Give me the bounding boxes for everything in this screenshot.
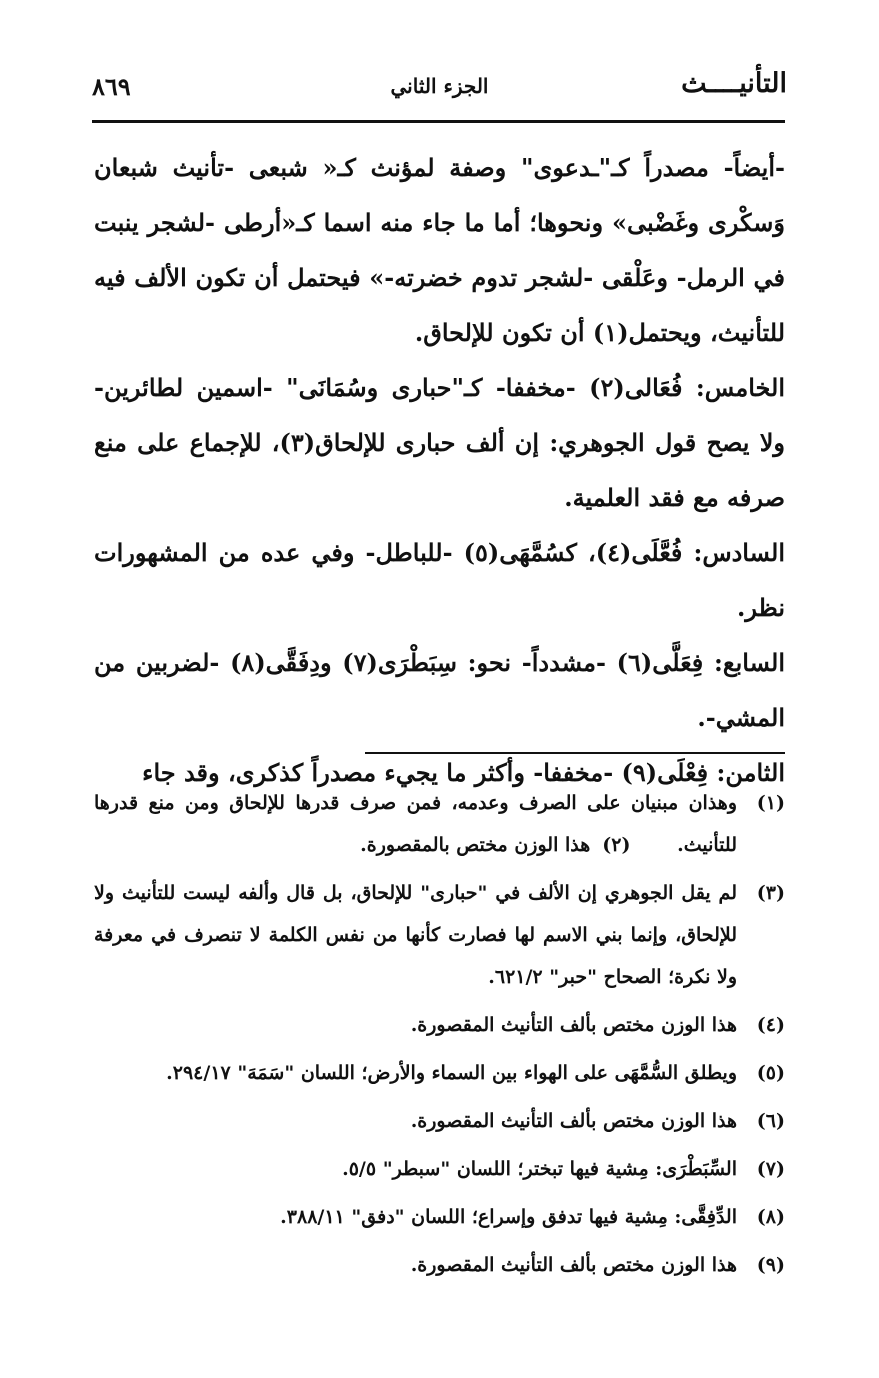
footnote-text: الدِّفِقَّى: مِشية فيها تدفق وإسراع؛ اللسان "دفق" ٣٨٨/١١. bbox=[280, 1206, 737, 1228]
footnote-text: هذا الوزن مختص بألف التأنيث المقصورة. bbox=[410, 1254, 737, 1276]
footnote-text: هذا الوزن مختص بألف التأنيث المقصورة. bbox=[410, 1110, 737, 1132]
footnote-number: (٩) bbox=[756, 1254, 785, 1276]
footnote-number: (٨) bbox=[756, 1206, 785, 1228]
footnote-text: السِّبَطْرَى: مِشية فيها تبختر؛ اللسان "سبطر" ٥/٥. bbox=[342, 1158, 737, 1180]
footnote-5 bbox=[94, 1052, 785, 1094]
footnote-text: لم يقل الجوهري إن الألف في "حبارى" للإلحاق، بل قال وألفه ليست للتأنيث ولا للإلحاق، وإنما بني الاسم لها فصارت كأنها من نفس الكلمة لا تنصرف في معرفة ولا نكرة؛ الصحاح "حبر" ٦٢١/٢. bbox=[94, 882, 737, 988]
footnote-number: (٥) bbox=[756, 1062, 785, 1084]
footnote-text: وهذان مبنيان على الصرف وعدمه، فمن صرف قدرها للإلحاق ومن منع قدرها للتأنيث. bbox=[94, 792, 737, 856]
footnotes bbox=[94, 782, 785, 1292]
volume-label: الجزء الثاني bbox=[390, 74, 489, 98]
footnote-number: (٢) bbox=[602, 834, 631, 856]
running-title: التأنيــــث bbox=[681, 68, 787, 99]
footnote-number: (٤) bbox=[756, 1014, 785, 1036]
footnote-8 bbox=[94, 1196, 785, 1238]
main-text bbox=[94, 140, 785, 800]
footnote-number: (٣) bbox=[756, 882, 785, 904]
footnote-6 bbox=[94, 1100, 785, 1142]
footnote-divider bbox=[365, 752, 785, 754]
paragraph-seventh: السابع: فِعَلَّى(٦) -مشدداً- نحو: سِبَطْرَى(٧) ودِفَقَّى(٨) -لضربين من المشي-. bbox=[94, 648, 785, 732]
paragraph-continuation: -أيضاً- مصدراً كـ"ـدعوى" وصفة لمؤنث كـ« شبعى -تأنيث شبعان وَسكْرى وغَضْبى» ونحوها؛ أما ما جاء منه اسما كـ«أرطى -لشجر ينبت في الرمل- وعَلْقى -لشجر تدوم خضرته-» فيحتمل أن تكون الألف فيه للتأنيث، ويحتمل(١) أن تكون للإلحاق. bbox=[94, 153, 785, 347]
page-header bbox=[92, 68, 787, 108]
footnote-text: ويطلق السُّمَّهَى على الهواء بين السماء والأرض؛ اللسان "سَمَهَ" ٢٩٤/١٧. bbox=[166, 1062, 737, 1084]
footnote-4 bbox=[94, 1004, 785, 1046]
footnote-text: هذا الوزن مختص بألف التأنيث المقصورة. bbox=[410, 1014, 737, 1036]
footnote-9 bbox=[94, 1244, 785, 1286]
footnote-number: (١) bbox=[756, 792, 785, 814]
header-divider bbox=[92, 120, 785, 123]
footnote-7 bbox=[94, 1148, 785, 1190]
page-number: ٨٦٩ bbox=[92, 72, 131, 101]
footnote-text: هذا الوزن مختص بالمقصورة. bbox=[360, 834, 591, 856]
footnote-3 bbox=[94, 872, 785, 998]
footnote-number: (٧) bbox=[756, 1158, 785, 1180]
paragraph-fifth: الخامس: فُعَالى(٢) -مخففا- كـ"حبارى وسُمَانَى" -اسمين لطائرين- ولا يصح قول الجوهري: إن ألف حبارى للإلحاق(٣)، للإجماع على منع صرفه مع فقد العلمية. bbox=[94, 373, 785, 512]
footnote-number: (٦) bbox=[756, 1110, 785, 1132]
footnote-1 bbox=[94, 782, 785, 866]
paragraph-sixth: السادس: فُعَّلَى(٤)، كسُمَّهَى(٥) -للباطل- وفي عده من المشهورات نظر. bbox=[94, 538, 786, 622]
paragraph-eighth: الثامن: فِعْلَى(٩) -مخففا- وأكثر ما يجيء مصدراً كذكرى، وقد جاء bbox=[142, 758, 785, 787]
